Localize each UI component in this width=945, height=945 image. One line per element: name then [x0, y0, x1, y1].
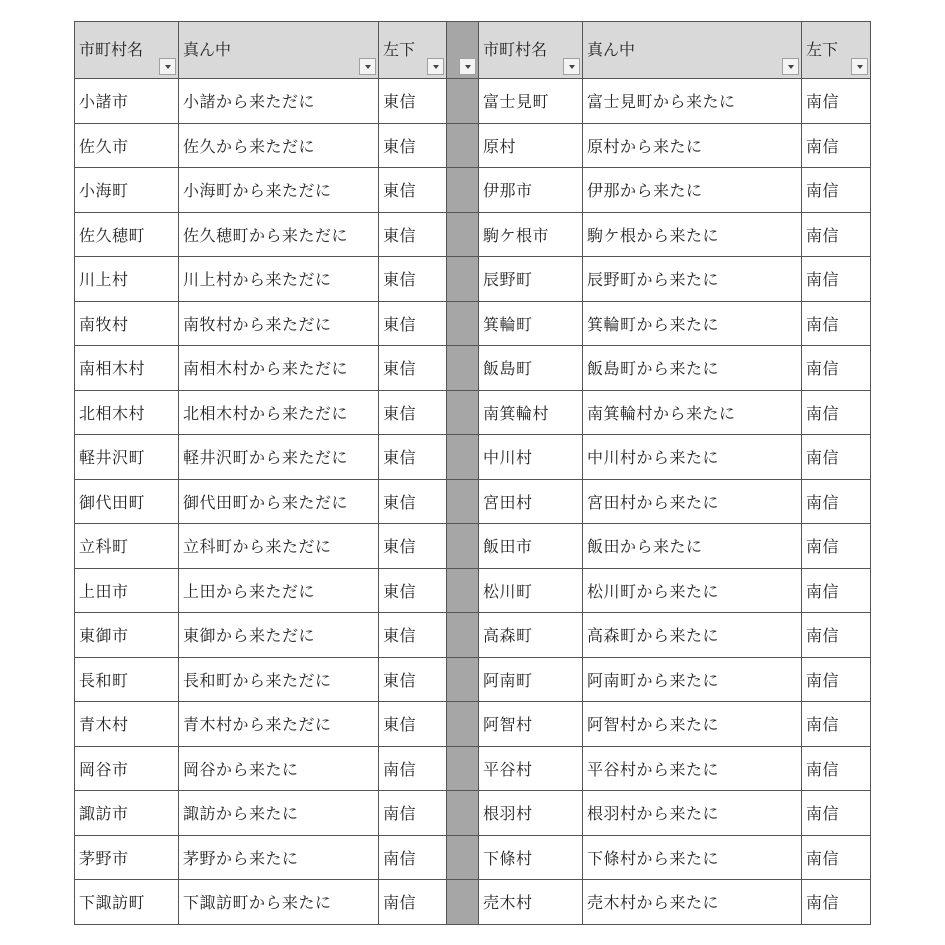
cell-middle[interactable]: 立科町から来ただに — [179, 524, 379, 569]
header-city-name — [479, 22, 583, 79]
cell-region[interactable]: 東信 — [379, 301, 447, 346]
separator-cell — [447, 479, 479, 524]
cell-city-name[interactable]: 諏訪市 — [75, 791, 179, 836]
cell-region[interactable]: 南信 — [802, 168, 871, 213]
separator-cell — [447, 346, 479, 391]
cell-region[interactable]: 南信 — [802, 880, 871, 925]
cell-middle[interactable]: 長和町から来ただに — [179, 657, 379, 702]
cell-city-name[interactable]: 平谷村 — [479, 746, 583, 791]
cell-city-name[interactable]: 原村 — [479, 123, 583, 168]
cell-city-name[interactable]: 南牧村 — [75, 301, 179, 346]
cell-region[interactable]: 南信 — [379, 880, 447, 925]
cell-city-name[interactable]: 御代田町 — [75, 479, 179, 524]
cell-middle[interactable]: 辰野町から来たに — [583, 257, 802, 302]
cell-region[interactable]: 南信 — [802, 479, 871, 524]
cell-city-name[interactable]: 下條村 — [479, 835, 583, 880]
table-row — [75, 791, 871, 836]
cell-middle[interactable]: 下條村から来たに — [583, 835, 802, 880]
cell-city-name[interactable]: 南相木村 — [75, 346, 179, 391]
cell-region[interactable]: 南信 — [379, 791, 447, 836]
cell-region[interactable]: 南信 — [802, 257, 871, 302]
cell-city-name[interactable]: 小海町 — [75, 168, 179, 213]
cell-middle[interactable]: 南相木村から来ただに — [179, 346, 379, 391]
cell-region[interactable]: 東信 — [379, 568, 447, 613]
cell-region[interactable]: 南信 — [379, 835, 447, 880]
cell-city-name[interactable]: 佐久穂町 — [75, 212, 179, 257]
separator-cell — [447, 568, 479, 613]
separator-cell — [447, 390, 479, 435]
cell-middle[interactable]: 阿南町から来たに — [583, 657, 802, 702]
cell-middle[interactable]: 小海町から来ただに — [179, 168, 379, 213]
table-row — [75, 301, 871, 346]
cell-middle[interactable]: 岡谷から来たに — [179, 746, 379, 791]
cell-city-name[interactable]: 小諸市 — [75, 79, 179, 124]
header-label: 真ん中 — [183, 40, 232, 59]
cell-region[interactable]: 南信 — [802, 746, 871, 791]
header-middle — [179, 22, 379, 79]
cell-region[interactable]: 南信 — [802, 390, 871, 435]
filter-dropdown-icon[interactable] — [427, 58, 444, 75]
cell-city-name[interactable]: 青木村 — [75, 702, 179, 747]
table-row — [75, 257, 871, 302]
cell-region[interactable]: 東信 — [379, 390, 447, 435]
table-row — [75, 746, 871, 791]
table-row — [75, 168, 871, 213]
cell-region[interactable]: 東信 — [379, 613, 447, 658]
cell-region[interactable]: 東信 — [379, 346, 447, 391]
cell-middle[interactable]: 東御から来ただに — [179, 613, 379, 658]
filter-dropdown-icon[interactable] — [359, 58, 376, 75]
cell-middle[interactable]: 松川町から来たに — [583, 568, 802, 613]
cell-region[interactable]: 南信 — [802, 346, 871, 391]
separator-cell — [447, 301, 479, 346]
cell-region[interactable]: 南信 — [379, 746, 447, 791]
cell-region[interactable]: 東信 — [379, 212, 447, 257]
cell-region[interactable]: 南信 — [802, 212, 871, 257]
cell-city-name[interactable]: 茅野市 — [75, 835, 179, 880]
separator-cell — [447, 835, 479, 880]
cell-city-name[interactable]: 伊那市 — [479, 168, 583, 213]
cell-region[interactable]: 東信 — [379, 524, 447, 569]
header-label: 市町村名 — [79, 40, 144, 59]
cell-middle[interactable]: 佐久から来ただに — [179, 123, 379, 168]
cell-city-name[interactable]: 軽井沢町 — [75, 435, 179, 480]
table-row — [75, 479, 871, 524]
separator-cell — [447, 880, 479, 925]
table-row — [75, 79, 871, 124]
header-separator — [447, 22, 479, 79]
separator-cell — [447, 79, 479, 124]
cell-city-name[interactable]: 中川村 — [479, 435, 583, 480]
separator-cell — [447, 613, 479, 658]
header-lower-left — [802, 22, 871, 79]
separator-cell — [447, 791, 479, 836]
cell-middle[interactable]: 平谷村から来たに — [583, 746, 802, 791]
cell-city-name[interactable]: 富士見町 — [479, 79, 583, 124]
header-label: 市町村名 — [483, 40, 548, 59]
cell-city-name[interactable]: 阿智村 — [479, 702, 583, 747]
header-row — [75, 22, 871, 79]
table-row — [75, 212, 871, 257]
cell-city-name[interactable]: 北相木村 — [75, 390, 179, 435]
header-city-name — [75, 22, 179, 79]
cell-middle[interactable]: 中川村から来たに — [583, 435, 802, 480]
table-row — [75, 390, 871, 435]
filter-dropdown-icon[interactable] — [159, 58, 176, 75]
cell-city-name[interactable]: 東御市 — [75, 613, 179, 658]
cell-middle[interactable]: 南箕輪村から来たに — [583, 390, 802, 435]
table-row — [75, 123, 871, 168]
separator-cell — [447, 257, 479, 302]
cell-region[interactable]: 南信 — [802, 791, 871, 836]
table-row — [75, 524, 871, 569]
cell-city-name[interactable]: 高森町 — [479, 613, 583, 658]
header-label: 左下 — [383, 40, 416, 59]
cell-middle[interactable]: 茅野から来たに — [179, 835, 379, 880]
cell-middle[interactable]: 南牧村から来ただに — [179, 301, 379, 346]
separator-cell — [447, 524, 479, 569]
cell-middle[interactable]: 上田から来ただに — [179, 568, 379, 613]
cell-region[interactable]: 東信 — [379, 479, 447, 524]
table-body — [75, 79, 871, 925]
cell-city-name[interactable]: 松川町 — [479, 568, 583, 613]
cell-region[interactable]: 南信 — [802, 613, 871, 658]
cell-city-name[interactable]: 下諏訪町 — [75, 880, 179, 925]
cell-middle[interactable]: 阿智村から来たに — [583, 702, 802, 747]
cell-middle[interactable]: 飯田から来たに — [583, 524, 802, 569]
cell-city-name[interactable]: 根羽村 — [479, 791, 583, 836]
separator-cell — [447, 435, 479, 480]
cell-city-name[interactable]: 立科町 — [75, 524, 179, 569]
cell-region[interactable]: 南信 — [802, 301, 871, 346]
separator-cell — [447, 168, 479, 213]
cell-city-name[interactable]: 南箕輪村 — [479, 390, 583, 435]
filter-dropdown-icon[interactable] — [563, 58, 580, 75]
table-row — [75, 702, 871, 747]
cell-middle[interactable]: 青木村から来ただに — [179, 702, 379, 747]
cell-middle[interactable]: 軽井沢町から来ただに — [179, 435, 379, 480]
table-row — [75, 613, 871, 658]
separator-cell — [447, 212, 479, 257]
cell-city-name[interactable]: 佐久市 — [75, 123, 179, 168]
table-row — [75, 880, 871, 925]
cell-middle[interactable]: 売木村から来たに — [583, 880, 802, 925]
cell-city-name[interactable]: 長和町 — [75, 657, 179, 702]
header-label: 左下 — [806, 40, 839, 59]
separator-cell — [447, 746, 479, 791]
cell-middle[interactable]: 箕輪町から来たに — [583, 301, 802, 346]
cell-middle[interactable]: 飯島町から来たに — [583, 346, 802, 391]
cell-city-name[interactable]: 川上村 — [75, 257, 179, 302]
cell-region[interactable]: 南信 — [802, 568, 871, 613]
separator-cell — [447, 657, 479, 702]
cell-middle[interactable]: 伊那から来たに — [583, 168, 802, 213]
cell-region[interactable]: 東信 — [379, 79, 447, 124]
cell-region[interactable]: 東信 — [379, 702, 447, 747]
cell-middle[interactable]: 根羽村から来たに — [583, 791, 802, 836]
cell-city-name[interactable]: 売木村 — [479, 880, 583, 925]
table-row — [75, 568, 871, 613]
cell-city-name[interactable]: 上田市 — [75, 568, 179, 613]
cell-region[interactable]: 南信 — [802, 524, 871, 569]
separator-cell — [447, 702, 479, 747]
table-row — [75, 435, 871, 480]
cell-middle[interactable]: 富士見町から来たに — [583, 79, 802, 124]
filter-dropdown-icon[interactable] — [782, 58, 799, 75]
cell-region[interactable]: 東信 — [379, 657, 447, 702]
cell-middle[interactable]: 佐久穂町から来ただに — [179, 212, 379, 257]
cell-region[interactable]: 南信 — [802, 835, 871, 880]
cell-city-name[interactable]: 辰野町 — [479, 257, 583, 302]
filter-dropdown-icon[interactable] — [459, 58, 476, 75]
cell-middle[interactable]: 宮田村から来たに — [583, 479, 802, 524]
cell-middle[interactable]: 北相木村から来ただに — [179, 390, 379, 435]
cell-city-name[interactable]: 飯島町 — [479, 346, 583, 391]
cell-region[interactable]: 南信 — [802, 702, 871, 747]
cell-city-name[interactable]: 駒ケ根市 — [479, 212, 583, 257]
cell-city-name[interactable]: 飯田市 — [479, 524, 583, 569]
cell-region[interactable]: 東信 — [379, 257, 447, 302]
cell-city-name[interactable]: 宮田村 — [479, 479, 583, 524]
cell-middle[interactable]: 御代田町から来ただに — [179, 479, 379, 524]
cell-region[interactable]: 南信 — [802, 79, 871, 124]
cell-city-name[interactable]: 岡谷市 — [75, 746, 179, 791]
spreadsheet-table — [74, 21, 871, 925]
cell-middle[interactable]: 高森町から来たに — [583, 613, 802, 658]
cell-middle[interactable]: 駒ケ根から来たに — [583, 212, 802, 257]
table-row — [75, 657, 871, 702]
cell-region[interactable]: 南信 — [802, 435, 871, 480]
cell-middle[interactable]: 原村から来たに — [583, 123, 802, 168]
header-lower-left — [379, 22, 447, 79]
cell-region[interactable]: 南信 — [802, 657, 871, 702]
separator-cell — [447, 123, 479, 168]
cell-city-name[interactable]: 阿南町 — [479, 657, 583, 702]
cell-middle[interactable]: 小諸から来ただに — [179, 79, 379, 124]
header-label: 真ん中 — [587, 40, 636, 59]
table-row — [75, 346, 871, 391]
filter-dropdown-icon[interactable] — [851, 58, 868, 75]
cell-city-name[interactable]: 箕輪町 — [479, 301, 583, 346]
cell-middle[interactable]: 下諏訪町から来たに — [179, 880, 379, 925]
cell-region[interactable]: 東信 — [379, 123, 447, 168]
table-row — [75, 835, 871, 880]
cell-middle[interactable]: 川上村から来ただに — [179, 257, 379, 302]
cell-middle[interactable]: 諏訪から来たに — [179, 791, 379, 836]
header-middle — [583, 22, 802, 79]
cell-region[interactable]: 東信 — [379, 168, 447, 213]
cell-region[interactable]: 南信 — [802, 123, 871, 168]
cell-region[interactable]: 東信 — [379, 435, 447, 480]
